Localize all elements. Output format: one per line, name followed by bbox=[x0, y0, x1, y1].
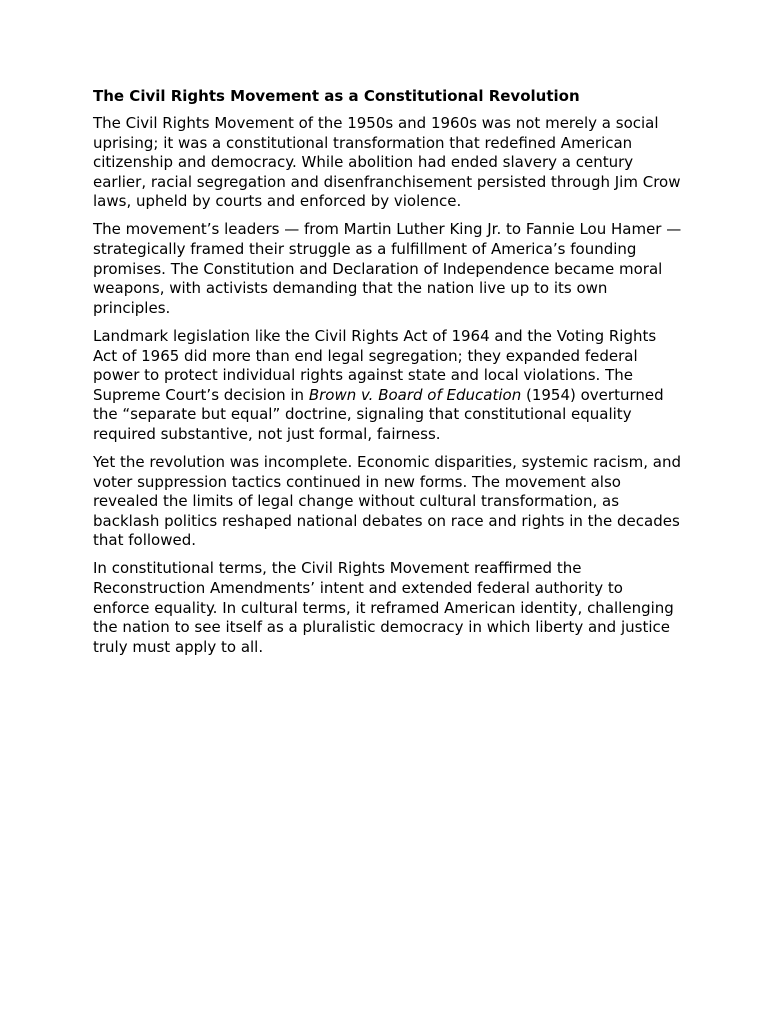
paragraph-legislation-text-before: Landmark legislation like the Civil Rights Act of 1964 and the Voting Rights Act of 1965 did more than end legal segregation; they expanded federal power to protect individual rights against state and local violations. The Supreme Court’s decision in bbox=[93, 326, 657, 404]
paragraph-incomplete: Yet the revolution was incomplete. Economic disparities, systemic racism, and voter suppression tactics continued in new forms. The movement also revealed the limits of legal change without cultural transformation, as backlash politics reshaped national debates on race and rights in the decades that followed. bbox=[93, 453, 681, 550]
document-title: The Civil Rights Movement as a Constitutional Revolution bbox=[93, 87, 580, 105]
document-body bbox=[93, 86, 683, 666]
paragraph-legislation-text-after: (1954) overturned the “separate but equal” doctrine, signaling that constitutional equality required substantive, not just formal, fairness. bbox=[93, 385, 664, 443]
paragraph-conclusion: In constitutional terms, the Civil Rights Movement reaffirmed the Reconstruction Amendments’ intent and extended federal authority to enforce equality. In cultural terms, it reframed American identity, challenging the nation to see itself as a pluralistic democracy in which liberty and justice truly must apply to all. bbox=[93, 559, 674, 656]
case-name-italic: Brown v. Board of Education bbox=[308, 385, 522, 404]
paragraph-legislation bbox=[93, 327, 683, 445]
paragraph-leaders: The movement’s leaders — from Martin Luther King Jr. to Fannie Lou Hamer — strategically framed their struggle as a fulfillment of America’s founding promises. The Constitution and Declaration of Independence became moral weapons, with activists demanding that the nation live up to its own principles. bbox=[93, 220, 682, 317]
paragraph-intro: The Civil Rights Movement of the 1950s and 1960s was not merely a social uprising; it was a constitutional transformation that redefined American citizenship and democracy. While abolition had ended slavery a century earlier, racial segregation and disenfranchisement persisted through Jim Crow laws, upheld by courts and enforced by violence. bbox=[93, 114, 681, 211]
